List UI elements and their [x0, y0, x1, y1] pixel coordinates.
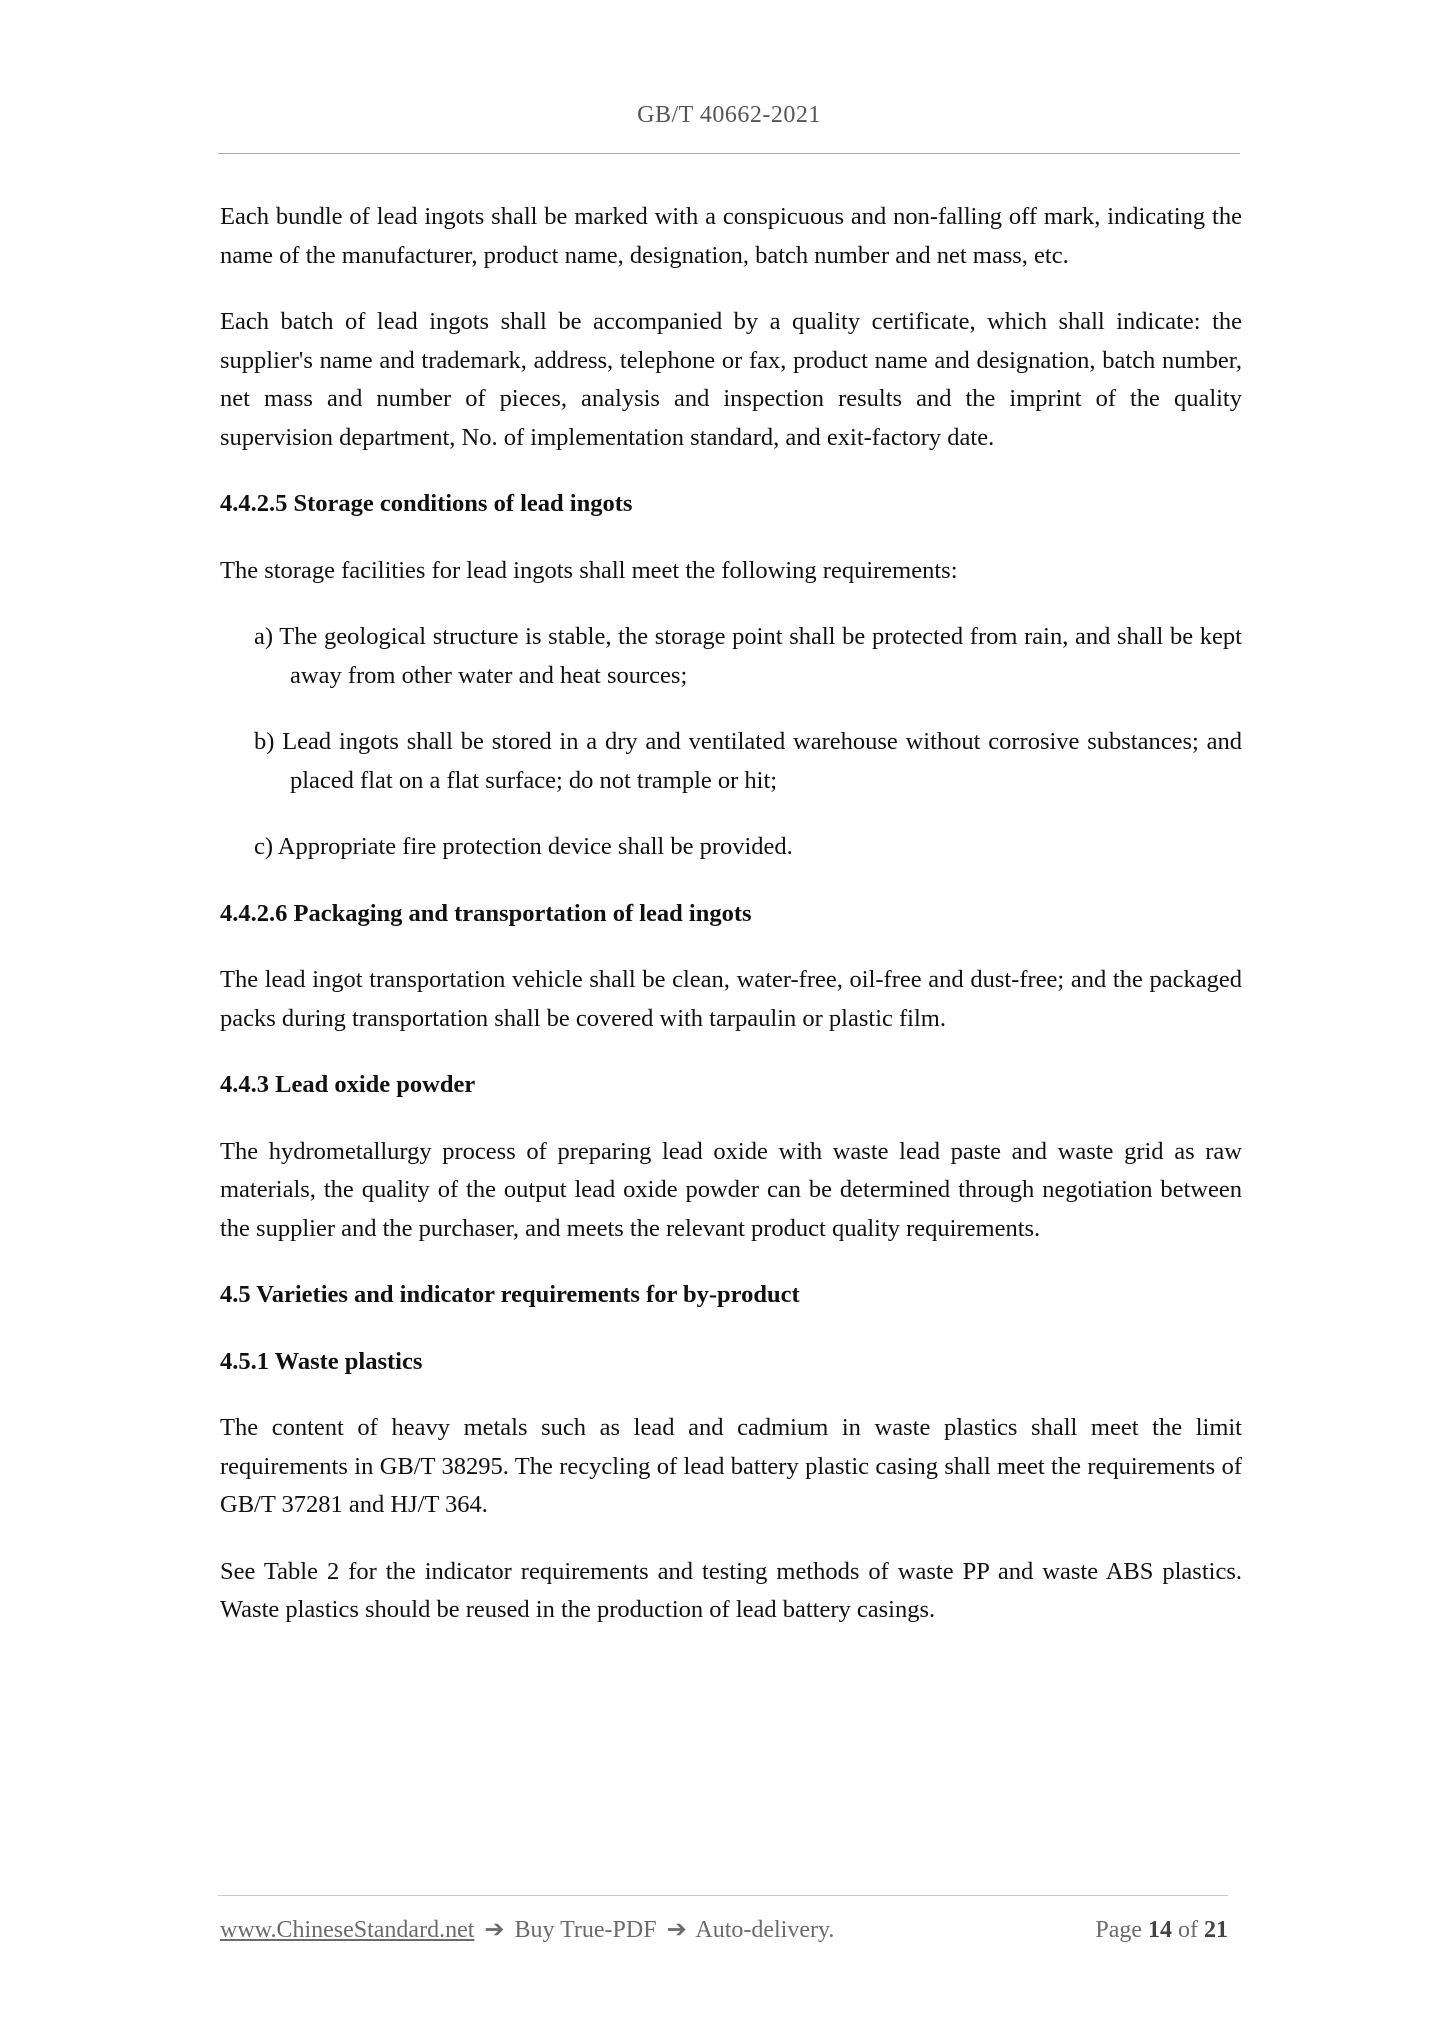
heading-4-4-2-5: 4.4.2.5 Storage conditions of lead ingots	[220, 490, 633, 517]
heading-4-4-2-6: 4.4.2.6 Packaging and transportation of lead ingots	[220, 899, 752, 927]
paragraph-storage-intro: The storage facilities for lead ingots shall meet the following requirements:	[220, 556, 958, 584]
list-item-a: a) The geological structure is stable, the storage point shall be protected from rain, and shall be kept away from other water and heat sources;	[254, 623, 1242, 689]
heading-4-4-3: 4.4.3 Lead oxide powder	[220, 1071, 476, 1098]
page-number: 14	[1148, 1917, 1172, 1943]
heading-4-5: 4.5 Varieties and indicator requirements for by-product	[220, 1281, 800, 1308]
list-item-b: b) Lead ingots shall be stored in a dry and ventilated warehouse without corrosive substances; and placed flat on a flat surface; do not trample or hit;	[254, 728, 1242, 794]
footer-divider	[218, 1895, 1228, 1896]
arrow-right-icon: ➔	[666, 1917, 687, 1943]
paragraph-transportation: The lead ingot transportation vehicle shall be clean, water-free, oil-free and dust-free; and the packaged packs during transportation shall be covered with tarpaulin or plastic film.	[220, 966, 1242, 1032]
total-pages: 21	[1204, 1917, 1228, 1943]
list-item-c: c) Appropriate fire protection device shall be provided.	[254, 833, 793, 860]
paragraph-lead-oxide: The hydrometallurgy process of preparing lead oxide with waste lead paste and waste grid as raw materials, the quality of the output lead oxide powder can be determined through negotiation between the supplier and the purchaser, and meets the relevant product quality requirements.	[220, 1137, 1242, 1242]
paragraph-quality-certificate: Each batch of lead ingots shall be accompanied by a quality certificate, which shall indicate: the supplier's name and trademark, address, telephone or fax, product name and designation, batch number, net mass and number of pieces, analysis and inspection results and the imprint of the quality supervision department, No. of implementation standard, and exit-factory date.	[220, 308, 1242, 451]
of-label: of	[1178, 1917, 1198, 1943]
paragraph-table-2-reference: See Table 2 for the indicator requirements and testing methods of waste PP and waste ABS plastics. Waste plastics should be reused in the production of lead battery casings.	[220, 1557, 1242, 1623]
document-body	[220, 198, 1242, 1658]
paragraph-bundle-marking: Each bundle of lead ingots shall be marked with a conspicuous and non-falling off mark, indicating the name of the manufacturer, product name, designation, batch number and net mass, etc.	[220, 203, 1242, 269]
paragraph-heavy-metals: The content of heavy metals such as lead and cadmium in waste plastics shall meet the limit requirements in GB/T 38295. The recycling of lead battery plastic casing shall meet the requirements of GB/T 37281 and HJ/T 364.	[220, 1414, 1242, 1518]
buy-true-pdf-text: Buy True-PDF	[514, 1917, 657, 1943]
page-label: Page	[1095, 1917, 1142, 1943]
auto-delivery-text: Auto-delivery.	[695, 1917, 835, 1943]
heading-4-5-1: 4.5.1 Waste plastics	[220, 1347, 423, 1375]
arrow-right-icon: ➔	[484, 1917, 505, 1943]
header-divider	[218, 153, 1240, 154]
page-footer	[220, 1915, 1228, 1944]
page-header-standard-code: GB/T 40662-2021	[637, 102, 821, 128]
page-counter	[1095, 1917, 1228, 1944]
site-link[interactable]: www.ChineseStandard.net	[220, 1917, 475, 1943]
footer-promo	[220, 1915, 834, 1944]
